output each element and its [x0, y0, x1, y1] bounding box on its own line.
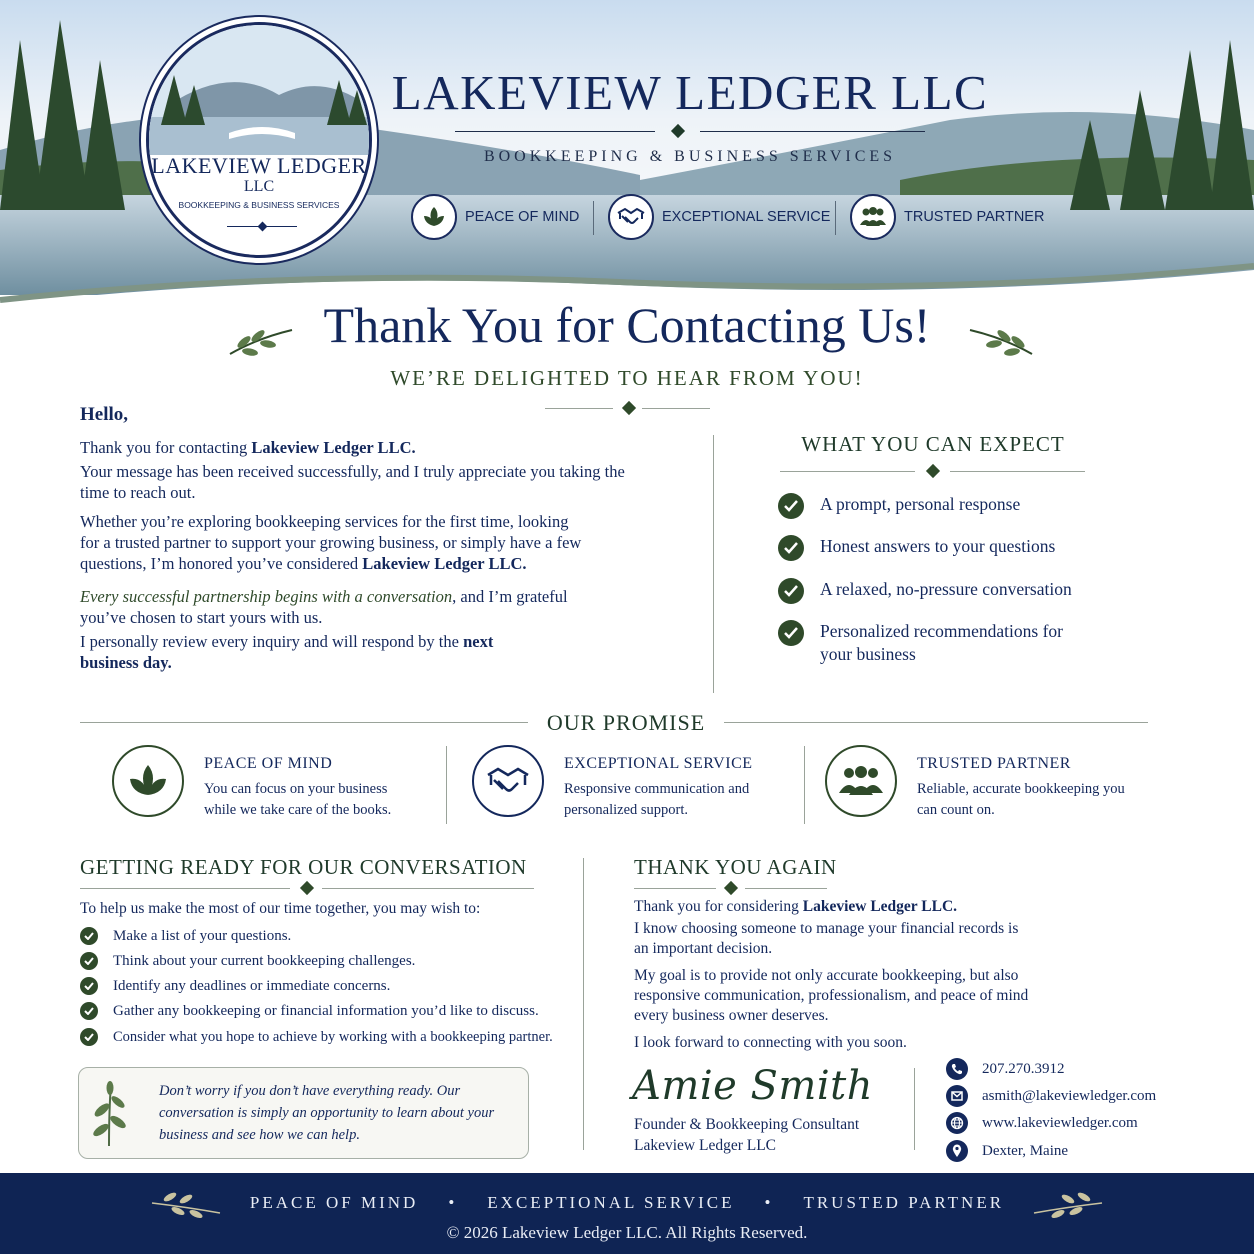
logo-badge [146, 22, 372, 258]
intro-p1-text: Thank you for contacting [80, 438, 252, 457]
logo-title: LAKEVIEW LEDGER [151, 153, 367, 178]
ready-item-text: Make a list of your questions. [113, 927, 292, 944]
ready-item [80, 1002, 539, 1020]
bullet-separator: • [448, 1193, 458, 1212]
promise-item-text: You can focus on your business while we take care of the books. [204, 781, 392, 818]
location-pin-icon [946, 1140, 968, 1162]
expect-item-text: A prompt, personal response [820, 494, 1021, 514]
expect-item [778, 620, 1080, 666]
promise-item-title: TRUSTED PARTNER [917, 755, 1071, 772]
hero-banner [0, 0, 1254, 320]
check-icon [80, 1028, 98, 1046]
bullet-separator: • [764, 1193, 774, 1212]
logo-lake-image [149, 25, 372, 155]
envelope-icon [946, 1085, 968, 1107]
contact-location [946, 1140, 1068, 1162]
again-p1-text: Thank you for considering [634, 898, 803, 915]
response-time: next business day. [80, 632, 494, 672]
ready-item-text: Think about your current bookkeeping challenges. [113, 952, 416, 969]
footer-value: PEACE OF MIND [249, 1193, 419, 1212]
again-p1 [634, 897, 1054, 917]
company-name: Lakeview Ledger LLC. [251, 438, 416, 457]
note-text: Don’t worry if you don’t have everything ready. Our conversation is simply an opportunity to learn about your business and see how we can help. [159, 1083, 495, 1143]
footer [0, 1173, 1254, 1254]
leaf-icon [112, 745, 184, 817]
footer-value: TRUSTED PARTNER [803, 1193, 1005, 1212]
expect-item [778, 535, 1055, 561]
ready-item-text: Identify any deadlines or immediate concerns. [113, 977, 391, 994]
handshake-icon [608, 194, 654, 240]
promise-title: OUR PROMISE [546, 710, 706, 735]
hero-value-service [608, 193, 830, 241]
company-name: Lakeview Ledger LLC. [362, 554, 527, 573]
copyright: © 2026 Lakeview Ledger LLC. All Rights Reserved. [446, 1223, 808, 1242]
contact-website[interactable] [946, 1112, 1138, 1134]
sprig-icon [91, 1080, 127, 1148]
hero-value-label: PEACE OF MIND [465, 209, 580, 225]
intro-p4 [80, 586, 590, 628]
hero-value-label: TRUSTED PARTNER [904, 209, 1045, 225]
expect-title: WHAT YOU CAN EXPECT [801, 432, 1065, 456]
footer-laurel-right-icon [1032, 1187, 1104, 1219]
intro-emphasis: Every successful partnership begins with a conversation [80, 587, 453, 606]
expect-item [778, 493, 1020, 519]
contact-email[interactable] [946, 1085, 1156, 1107]
company-name: Lakeview Ledger LLC. [802, 898, 958, 915]
logo-subtitle: BOOKKEEPING & BUSINESS SERVICES [178, 200, 340, 210]
check-icon [80, 927, 98, 945]
intro-p1 [80, 437, 640, 458]
ready-item [80, 927, 291, 945]
again-p2: I know choosing someone to manage your financial records is an important decision. [634, 920, 1019, 957]
expect-item-text: Personalized recommendations for your business [820, 621, 1063, 664]
signature: Amie Smith [632, 1063, 873, 1109]
promise-item-title: EXCEPTIONAL SERVICE [564, 755, 753, 772]
check-icon [778, 493, 804, 519]
email-address[interactable]: asmith@lakeviewledger.com [982, 1087, 1157, 1104]
hero-value-peace [411, 193, 579, 241]
ready-item-text: Consider what you hope to achieve by working with a bookkeeping partner. [113, 1028, 553, 1045]
brand-tagline: BOOKKEEPING & BUSINESS SERVICES [483, 148, 897, 165]
promise-partner [825, 745, 1145, 821]
intro-p3-text: Whether you’re exploring bookkeeping services for the first time, looking for a trusted partner to support your growing business, or simply have a few questions, I’m honored you’ve considered [80, 512, 582, 573]
website-link[interactable]: www.lakeviewledger.com [982, 1114, 1138, 1131]
promise-item-title: PEACE OF MIND [204, 755, 333, 772]
check-icon [80, 952, 98, 970]
hero-value-label: EXCEPTIONAL SERVICE [662, 209, 831, 225]
check-icon [778, 535, 804, 561]
thank-again-letter [634, 897, 1054, 1060]
again-title: THANK YOU AGAIN [634, 855, 837, 879]
leaf-icon [411, 194, 457, 240]
handshake-icon [472, 745, 544, 817]
check-icon [778, 620, 804, 646]
intro-p3 [80, 511, 590, 574]
again-p3: My goal is to provide not only accurate bookkeeping, but also responsive communication, professionalism, and peace of mind every business owner deserves. [634, 967, 1029, 1024]
check-icon [80, 977, 98, 995]
promise-item-text: Responsive communication and personalized support. [564, 781, 750, 818]
ready-intro: To help us make the most of our time together, you may wish to: [80, 900, 481, 917]
right-laurel-icon [968, 318, 1034, 358]
people-icon [850, 194, 896, 240]
signature-title: Founder & Bookkeeping Consultant [634, 1116, 860, 1133]
phone-number[interactable]: 207.270.3912 [982, 1060, 1065, 1077]
location-text: Dexter, Maine [982, 1142, 1069, 1159]
signature-company: Lakeview Ledger LLC [634, 1137, 777, 1154]
ready-item-text: Gather any bookkeeping or financial information you’d like to discuss. [113, 1002, 539, 1019]
hero-value-partner [850, 193, 1044, 241]
intro-letter [80, 404, 640, 681]
greeting: Hello, [80, 404, 129, 425]
again-p4: I look forward to connecting with you soon. [634, 1034, 907, 1051]
reassurance-note [78, 1067, 529, 1159]
promise-peace [112, 745, 442, 821]
globe-icon [946, 1112, 968, 1134]
intro-p4-text: , and I’m grateful you’ve chosen to start yours with us. [80, 587, 568, 627]
check-icon [80, 1002, 98, 1020]
ready-item [80, 952, 415, 970]
expect-item [778, 578, 1072, 604]
check-icon [778, 578, 804, 604]
intro-p5 [80, 631, 520, 673]
contact-phone[interactable] [946, 1058, 1065, 1080]
ready-item [80, 977, 390, 995]
promise-service [472, 745, 792, 821]
expect-item-text: A relaxed, no-pressure conversation [820, 579, 1072, 599]
thank-you-subtitle: WE’RE DELIGHTED TO HEAR FROM YOU! [390, 366, 864, 390]
brand-title: LAKEVIEW LEDGER LLC [391, 65, 989, 120]
intro-p5-text: I personally review every inquiry and will respond by the [80, 632, 464, 651]
logo-llc: LLC [243, 178, 275, 195]
promise-item-text: Reliable, accurate bookkeeping you can count on. [917, 781, 1125, 818]
expect-item-text: Honest answers to your questions [820, 536, 1056, 556]
signature-role [634, 1114, 859, 1156]
phone-icon [946, 1058, 968, 1080]
footer-value: EXCEPTIONAL SERVICE [487, 1193, 735, 1212]
ready-item [80, 1028, 553, 1046]
intro-p2: Your message has been received successfully, and I truly appreciate you taking the time to reach out. [80, 462, 625, 502]
ready-title: GETTING READY FOR OUR CONVERSATION [80, 855, 527, 879]
people-icon [825, 745, 897, 817]
thank-you-title: Thank You for Contacting Us! [323, 297, 931, 353]
